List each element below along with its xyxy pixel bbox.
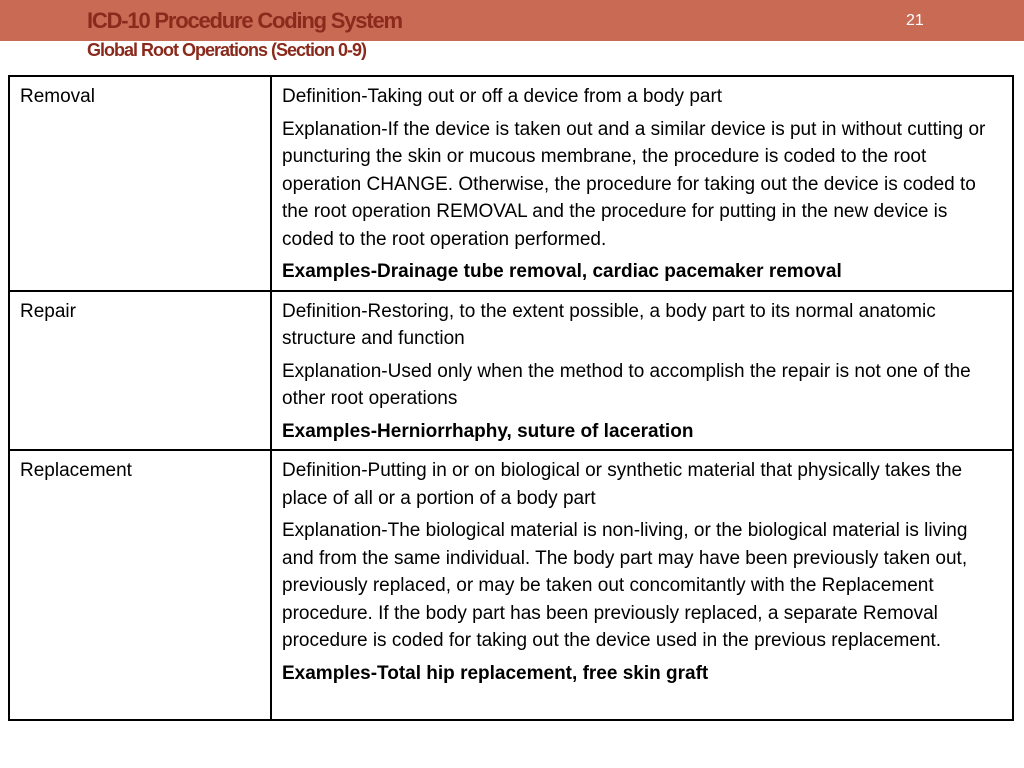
operation-name: Replacement — [20, 460, 132, 481]
slide-title: ICD-10 Procedure Coding System — [87, 8, 402, 33]
examples-text: Examples-Drainage tube removal, cardiac pacemaker removal — [282, 261, 842, 282]
root-operations-table — [8, 75, 1014, 721]
operation-name-cell — [9, 450, 271, 720]
examples-text: Examples-Herniorrhaphy, suture of laceration — [282, 420, 694, 442]
definition-text: Definition-Putting in or on biological or synthetic material that physically takes the place of all or a portion of a body part — [282, 460, 963, 509]
explanation-text: Explanation-If the device is taken out and a similar device is put in without cutting or puncturing the skin or mucous membrane, the procedure is coded to the root operation CHANGE. Otherwise, the procedure for taking out the device is coded to the root operation REMOVAL and the procedure for putting in the new device is coded to the root operation performed. — [282, 118, 986, 250]
explanation-text: Explanation-The biological material is non-living, or the biological material is living and from the same individual. The body part may have been previously taken out, previously replaced, or may be taken out concomitantly with the Replacement procedure. If the body part has been previously replaced, a separate Removal procedure is coded for taking out the device used in the previous replacement. — [282, 520, 968, 651]
operation-name: Removal — [20, 86, 95, 107]
page-number: 21 — [906, 12, 924, 29]
operation-name: Repair — [20, 300, 76, 322]
operation-details-cell — [271, 76, 1013, 291]
explanation-text: Explanation-Used only when the method to accomplish the repair is not one of the other root operations — [282, 360, 971, 409]
definition-text: Definition-Restoring, to the extent possible, a body part to its normal anatomic structure and function — [282, 300, 936, 349]
table-row-repair — [9, 291, 1013, 451]
definition-text: Definition-Taking out or off a device from a body part — [282, 86, 723, 107]
operation-details-cell — [271, 450, 1013, 720]
operation-details-cell — [271, 291, 1013, 451]
operation-name-cell — [9, 291, 271, 451]
table-row-removal — [9, 76, 1013, 291]
slide-subtitle: Global Root Operations (Section 0-9) — [87, 40, 367, 60]
examples-text: Examples-Total hip replacement, free skin graft — [282, 662, 709, 684]
table-row-replacement — [9, 450, 1013, 720]
operation-name-cell — [9, 76, 271, 291]
